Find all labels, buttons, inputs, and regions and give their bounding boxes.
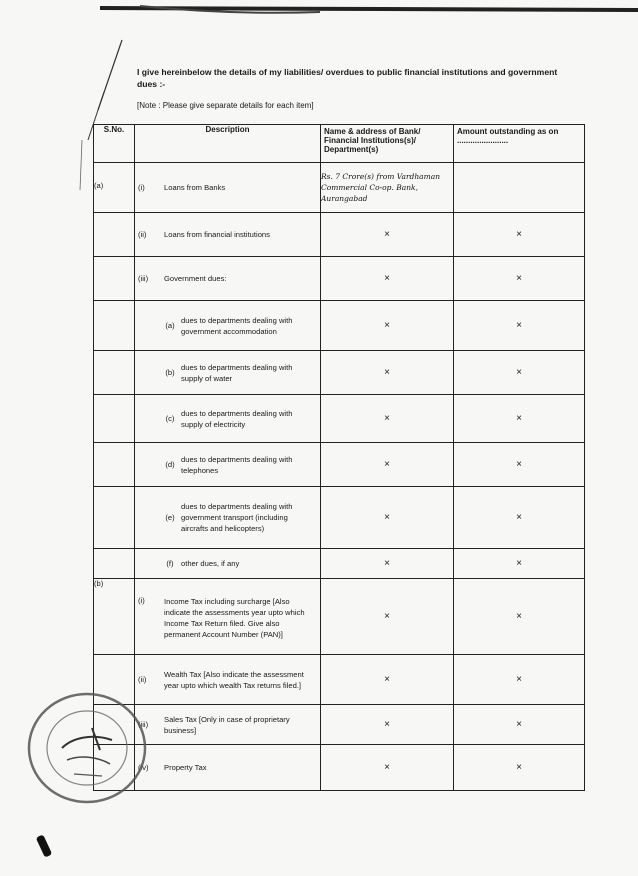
cross-mark: ×: [321, 655, 454, 705]
cross-mark: ×: [321, 301, 454, 351]
cross-mark: ×: [321, 351, 454, 395]
row-description: dues to departments dealing with government accommodation: [181, 315, 293, 336]
header-name-address: Name & address of Bank/ Financial Institutions(s)/ Department(s): [321, 125, 454, 163]
ink-smudge: [36, 834, 53, 857]
section-a-label: (a): [94, 163, 135, 213]
cross-mark: ×: [454, 705, 585, 745]
row-letter: (a): [165, 321, 175, 330]
cross-mark: ×: [321, 705, 454, 745]
cross-mark: ×: [454, 351, 585, 395]
row-description: Loans from Banks: [164, 183, 226, 192]
official-seal-stamp: [22, 688, 152, 808]
cross-mark: ×: [454, 579, 585, 655]
cross-mark: ×: [321, 549, 454, 579]
cross-mark: ×: [321, 395, 454, 443]
section-b-label: (b): [94, 579, 135, 655]
table-row: [94, 705, 585, 745]
table-row: [94, 549, 585, 579]
table-row: [94, 745, 585, 791]
cross-mark: ×: [454, 443, 585, 487]
row-letter: (d): [165, 460, 175, 469]
cross-mark: ×: [454, 549, 585, 579]
cross-mark: ×: [454, 487, 585, 549]
table-row: [94, 257, 585, 301]
table-header-row: [94, 125, 585, 163]
cross-mark: ×: [454, 257, 585, 301]
row-description: dues to departments dealing with supply of electricity: [181, 408, 293, 429]
cross-mark: ×: [321, 487, 454, 549]
intro-note: [Note : Please give separate details for each item]: [137, 101, 314, 110]
row-description: dues to departments dealing with supply of water: [181, 362, 293, 383]
table-row: [94, 351, 585, 395]
cross-mark: ×: [321, 443, 454, 487]
row-description: Income Tax including surcharge [Also indicate the assessments year upto which Income Tax Return filed. Give also permanent Account Number (PAN)]: [164, 597, 305, 639]
row-number: (i): [138, 596, 145, 605]
table-row: [94, 443, 585, 487]
row-description: dues to departments dealing with telephones: [181, 454, 293, 475]
table-row: [94, 163, 585, 213]
table-row: [94, 213, 585, 257]
row-number: (iii): [138, 720, 149, 729]
header-amount: Amount outstanding as on .......................: [454, 125, 585, 163]
row-number: (ii): [138, 230, 147, 239]
table-row: [94, 301, 585, 351]
cross-mark: ×: [454, 301, 585, 351]
row-number: (iv): [138, 763, 149, 772]
handwritten-bank-entry: Rs. 7 Crore(s) from Vardhaman Commercial Co-op. Bank, Aurangabad: [321, 163, 454, 213]
cross-mark: ×: [321, 213, 454, 257]
row-description: dues to departments dealing with government transport (including aircrafts and helicopters): [181, 502, 293, 533]
table-row: [94, 655, 585, 705]
liabilities-table: [93, 124, 585, 791]
amount-cell: [454, 163, 585, 213]
intro-heading: I give hereinbelow the details of my liabilities/ overdues to public financial institutions and government dues :-: [137, 67, 558, 89]
cross-mark: ×: [454, 213, 585, 257]
cross-mark: ×: [321, 257, 454, 301]
header-description: Description: [135, 125, 321, 163]
table-row: [94, 579, 585, 655]
row-description: other dues, if any: [181, 559, 240, 568]
cross-mark: ×: [321, 579, 454, 655]
table-row: [94, 395, 585, 443]
row-number: (i): [138, 183, 145, 192]
row-number: (ii): [138, 675, 147, 684]
row-description: Sales Tax [Only in case of proprietary business]: [164, 714, 290, 735]
cross-mark: ×: [321, 745, 454, 791]
cross-mark: ×: [454, 655, 585, 705]
row-letter: (c): [165, 414, 175, 423]
row-letter: (f): [166, 559, 174, 568]
header-sno: S.No.: [94, 125, 135, 163]
row-description: Property Tax: [164, 763, 207, 772]
cross-mark: ×: [454, 395, 585, 443]
table-row: [94, 487, 585, 549]
row-description: Wealth Tax [Also indicate the assessment year upto which wealth Tax returns filed.]: [164, 669, 304, 690]
row-description: Loans from financial institutions: [164, 230, 270, 239]
row-letter: (b): [165, 368, 175, 377]
cross-mark: ×: [454, 745, 585, 791]
row-number: (iii): [138, 274, 149, 283]
row-letter: (e): [165, 513, 175, 522]
row-description: Government dues:: [164, 274, 227, 283]
